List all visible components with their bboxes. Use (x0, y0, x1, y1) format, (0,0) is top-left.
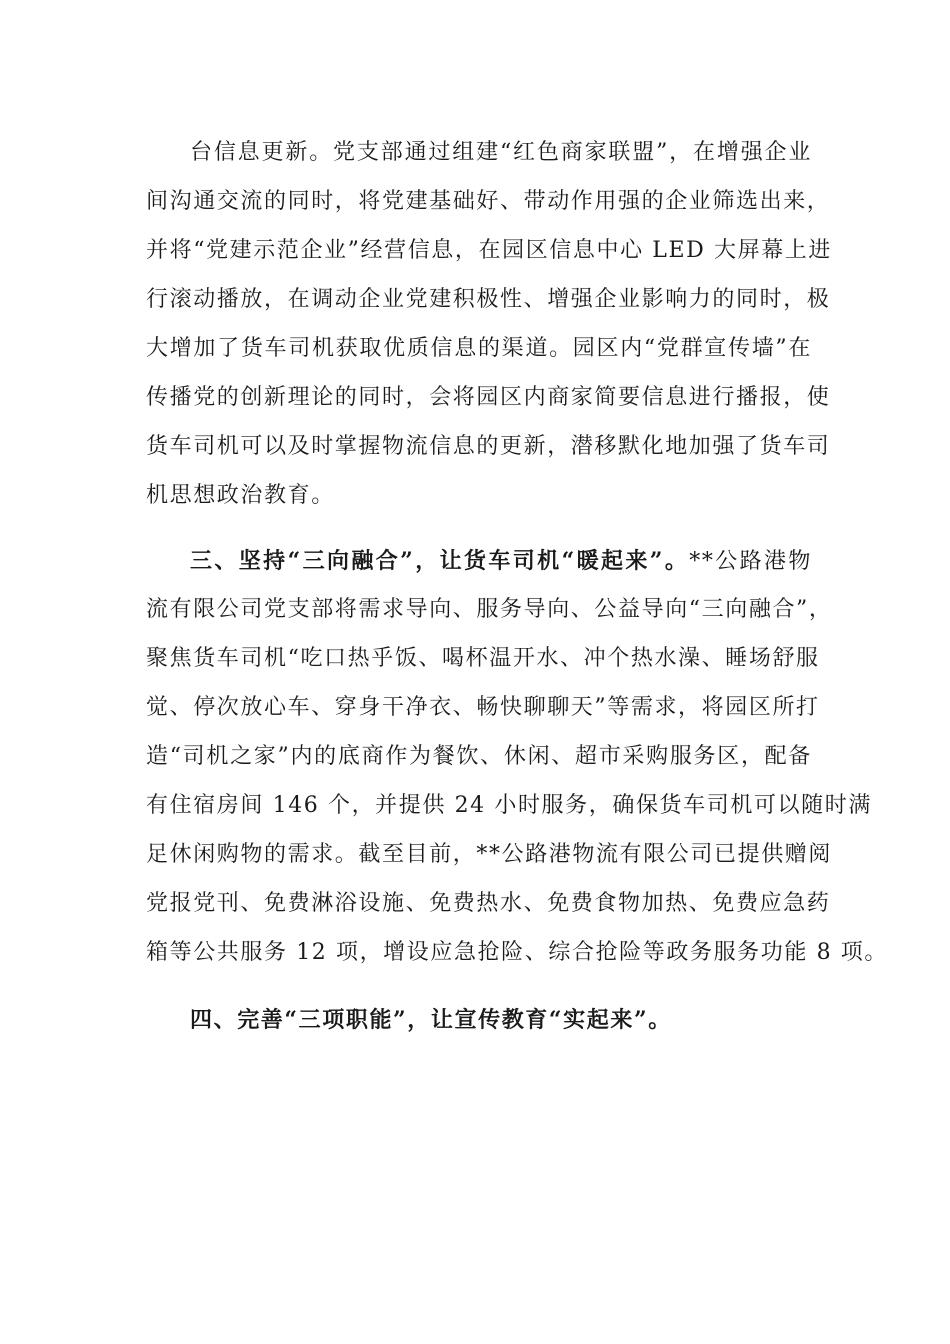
paragraph-1-line-7: 货车司机可以及时掌握物流信息的更新，潜移默化地加强了货车司 (146, 434, 831, 459)
paragraph-1-line-2: 间沟通交流的同时，将党建基础好、带动作用强的企业筛选出来， (146, 189, 831, 214)
paragraph-2-line-1-rest: **公路港物 (689, 549, 812, 574)
paragraph-2-line-6: 有住宿房间 146 个，并提供 24 小时服务，确保货车司机可以随时满 (146, 793, 872, 818)
paragraph-1-line-6: 传播党的创新理论的同时，会将园区内商家简要信息进行播报，使 (146, 385, 831, 410)
paragraph-2-line-7: 足休闲购物的需求。截至目前，**公路港物流有限公司已提供赠阅 (146, 842, 833, 867)
paragraph-2-line-5: 造“司机之家”内的底商作为餐饮、休闲、超市采购服务区，配备 (146, 744, 812, 769)
paragraph-2-line-3: 聚焦货车司机“吃口热乎饭、喝杯温开水、冲个热水澡、睡场舒服 (146, 646, 820, 671)
paragraph-1-line-5: 大增加了货车司机获取优质信息的渠道。园区内“党群宣传墙”在 (146, 336, 812, 361)
paragraph-1-line-4: 行滚动播放，在调动企业党建积极性、增强企业影响力的同时，极 (146, 287, 831, 312)
paragraph-2-line-9: 箱等公共服务 12 项，增设应急抢险、综合抢险等政务服务功能 8 项。 (146, 940, 888, 965)
paragraph-2-line-8: 党报党刊、免费淋浴设施、免费热水、免费食物加热、免费应急药 (146, 891, 831, 916)
section-4-heading: 四、完善“三项职能”，让宣传教育“实起来”。 (190, 1007, 672, 1033)
paragraph-1-line-3: 并将“党建示范企业”经营信息，在园区信息中心 LED 大屏幕上进 (146, 238, 832, 263)
paragraph-1-line-1: 台信息更新。党支部通过组建“红色商家联盟”，在增强企业 (190, 140, 812, 165)
paragraph-2-line-2: 流有限公司党支部将需求导向、服务导向、公益导向“三向融合”， (146, 597, 833, 622)
section-3-heading: 三、坚持“三向融合”，让货车司机“暖起来”。 (190, 548, 690, 574)
paragraph-1-line-8: 机思想政治教育。 (146, 483, 335, 508)
paragraph-3-line-1 (190, 995, 812, 1045)
paragraph-2-line-4: 觉、停次放心车、穿身干净衣、畅快聊聊天”等需求，将园区所打 (146, 695, 820, 720)
paragraph-2-line-1 (190, 536, 812, 586)
